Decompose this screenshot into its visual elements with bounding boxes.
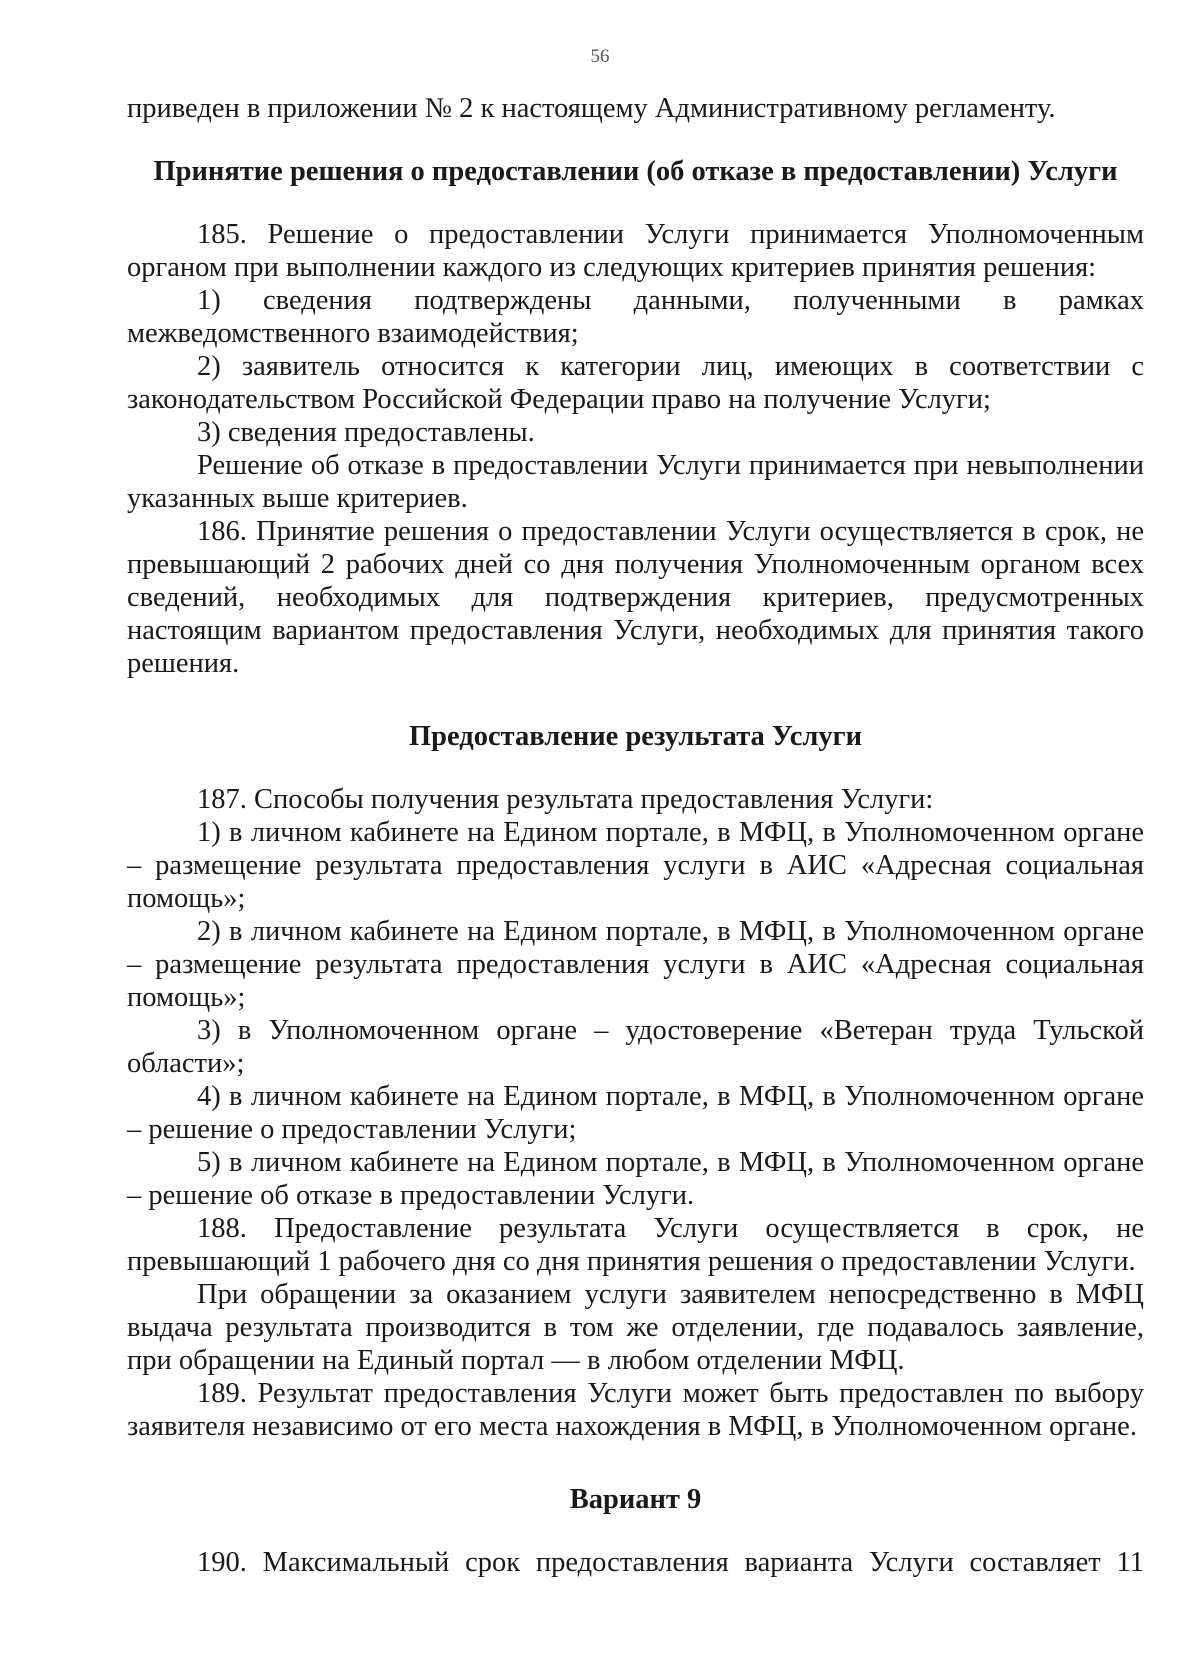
section-heading-variant-9: Вариант 9 [569,1484,702,1515]
page-content [127,92,1144,1579]
paragraph-189: 189. Результат предоставления Услуги может быть предоставлен по выбору заявителя независимо от его места нахождения в МФЦ, в Уполномоченном органе. [127,1378,1144,1442]
paragraph-190: 190. Максимальный срок предоставления варианта Услуги составляет 11 [197,1547,1144,1578]
method-4: 4) в личном кабинете на Едином портале, в МФЦ, в Уполномоченном органе – решение о предоставлении Услуги; [127,1081,1144,1145]
method-5: 5) в личном кабинете на Едином портале, в МФЦ, в Уполномоченном органе – решение об отказе в предоставлении Услуги. [127,1147,1144,1211]
refusal-paragraph: Решение об отказе в предоставлении Услуги принимается при невыполнении указанных выше критериев. [127,450,1144,514]
paragraph-185: 185. Решение о предоставлении Услуги принимается Уполномоченным органом при выполнении каждого из следующих критериев принятия решения: [127,219,1144,283]
page-number: 56 [590,46,610,67]
section-heading-result: Предоставление результата Услуги [408,721,863,752]
method-3: 3) в Уполномоченном органе – удостоверение «Ветеран труда Тульской области»; [127,1015,1144,1079]
paragraph-188: 188. Предоставление результата Услуги осуществляется в срок, не превышающий 1 рабочего дня со дня принятия решения о предоставлении Услуги. [127,1213,1144,1277]
mfc-delivery-paragraph: При обращении за оказанием услуги заявителем непосредственно в МФЦ выдача результата производится в том же отделении, где подавалось заявление, при обращении на Единый портал — в любом отделении МФЦ. [127,1279,1144,1376]
paragraph-187: 187. Способы получения результата предоставления Услуги: [197,784,934,815]
intro-line: приведен в приложении № 2 к настоящему Административному регламенту. [127,93,1056,124]
paragraph-186: 186. Принятие решения о предоставлении Услуги осуществляется в срок, не превышающий 2 рабочих дней со дня получения Уполномоченным органом всех сведений, необходимых для подтверждения критериев, предусмотренных настоящим вариантом предоставления Услуги, необходимых для принятия такого решения. [127,516,1144,679]
criterion-3: 3) сведения предоставлены. [197,417,535,448]
criterion-1: 1) сведения подтверждены данными, полученными в рамках межведомственного взаимодействия; [127,285,1144,349]
criterion-2: 2) заявитель относится к категории лиц, имеющих в соответствии с законодательством Российской Федерации право на получение Услуги; [127,351,1144,415]
method-2: 2) в личном кабинете на Едином портале, в МФЦ, в Уполномоченном органе – размещение результата предоставления услуги в АИС «Адресная социальная помощь»; [127,916,1144,1013]
section-heading-decision: Принятие решения о предоставлении (об отказе в предоставлении) Услуги [153,156,1118,187]
method-1: 1) в личном кабинете на Едином портале, в МФЦ, в Уполномоченном органе – размещение результата предоставления услуги в АИС «Адресная социальная помощь»; [127,817,1144,914]
